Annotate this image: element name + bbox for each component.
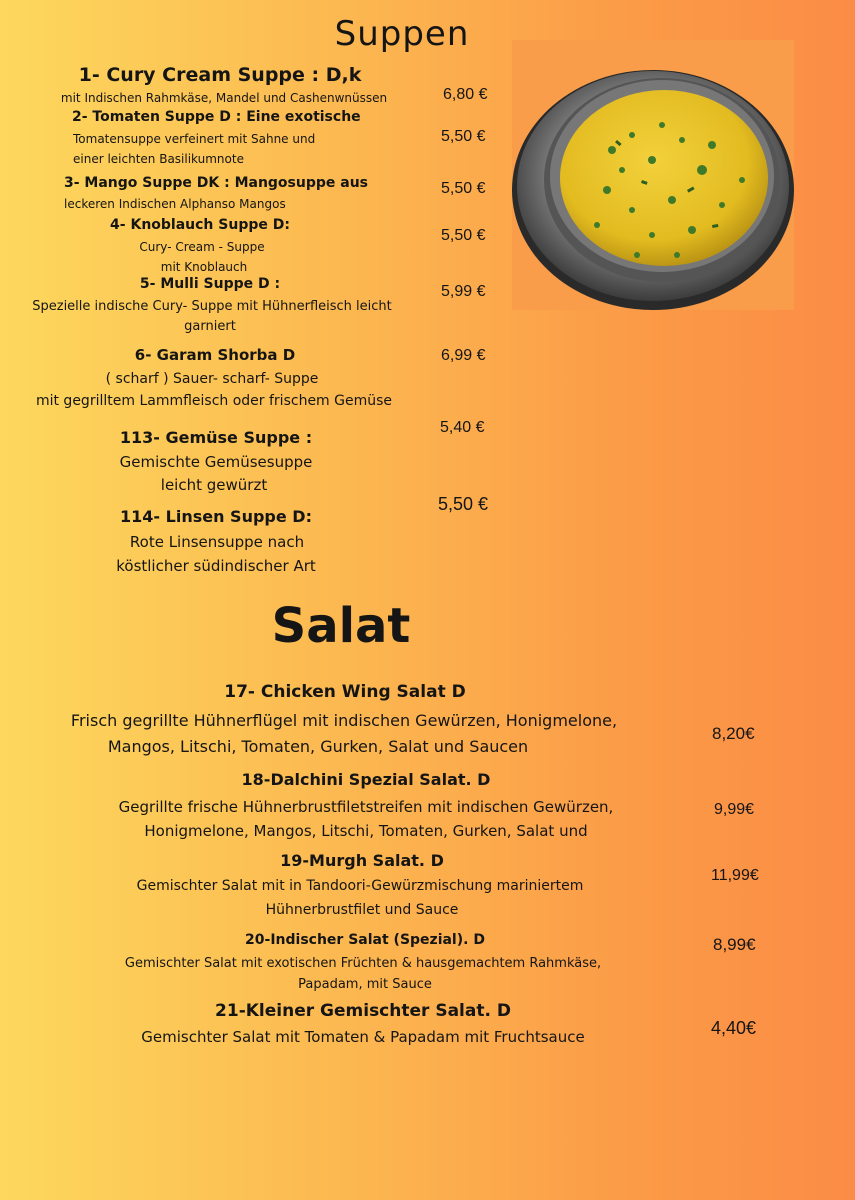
soup-item-3-price: 5,50 € [441,180,486,197]
salad-item-17-price: 8,20€ [712,724,755,743]
salad-item-20-desc-1: Gemischter Salat mit exotischen Früchten & hausgemachtem Rahmkäse, [124,956,602,971]
salad-item-20-desc-2: Papadam, mit Sauce [298,977,432,992]
soup-item-2-price: 5,50 € [441,128,486,145]
soup-item-114-desc-2: köstlicher südindischer Art [116,557,316,575]
suppen-title: Suppen [334,14,470,54]
salad-item-17-desc-2: Mangos, Litschi, Tomaten, Gurken, Salat und Saucen [107,737,529,756]
soup-item-3-name: 3- Mango Suppe DK : Mangosuppe aus [64,175,369,191]
soup-item-3-desc: leckeren Indischen Alphanso Mangos [64,197,286,211]
salad-item-21-name: 21-Kleiner Gemischter Salat. D [215,1001,511,1021]
soup-item-5-name: 5- Mulli Suppe D : [139,276,281,292]
soup-item-5-price: 5,99 € [441,283,486,300]
salad-item-18-desc-2: Honigmelone, Mangos, Litschi, Tomaten, Gurken, Salat und [144,822,588,840]
salad-item-20-price: 8,99€ [713,935,756,954]
salad-item-21-desc: Gemischter Salat mit Tomaten & Papadam mit Fruchtsauce [141,1028,585,1046]
soup-item-2-desc-1: Tomatensuppe verfeinert mit Sahne und [73,132,316,146]
salad-item-21-price: 4,40€ [711,1018,757,1038]
soup-item-113-name: 113- Gemüse Suppe : [119,428,313,447]
soup-item-6-name: 6- Garam Shorba D [134,346,296,364]
soup-item-6-desc-2: mit gegrilltem Lammfleisch oder frischem Gemüse [35,393,393,409]
salad-item-19-price: 11,99€ [711,867,759,884]
soup-item-4-desc-1: Cury- Cream - Suppe [139,240,265,254]
soup-item-1-desc: mit Indischen Rahmkäse, Mandel und Cashenwnüssen [60,91,388,105]
soup-item-114-price: 5,50 € [438,494,489,514]
salad-item-18-name: 18-Dalchini Spezial Salat. D [241,770,491,789]
soup-item-4-desc-2: mit Knoblauch [160,260,248,274]
soup-bowl-image [512,40,794,310]
salat-title: Salat [271,598,411,654]
salad-item-19-desc-1: Gemischter Salat mit in Tandoori-Gewürzmischung mariniertem [136,878,584,894]
soup-item-6-price: 6,99 € [441,347,486,364]
salad-item-18-price: 9,99€ [714,801,755,818]
salad-item-18-desc-1: Gegrillte frische Hühnerbrustfiletstreifen mit indischen Gewürzen, [118,798,614,816]
salad-item-19-name: 19-Murgh Salat. D [280,851,444,870]
soup-item-1-price: 6,80 € [443,86,488,103]
soup-item-113-price: 5,40 € [440,419,485,436]
soup-item-2-desc-2: einer leichten Basilikumnote [73,152,244,166]
salad-item-17-name: 17- Chicken Wing Salat D [224,682,466,702]
soup-item-2-name: 2- Tomaten Suppe D : Eine exotische [72,109,361,125]
soup-item-5-desc-2: garniert [184,319,236,334]
salad-item-17-desc-1: Frisch gegrillte Hühnerflügel mit indischen Gewürzen, Honigmelone, [70,711,618,730]
soup-item-113-desc-1: Gemischte Gemüsesuppe [119,453,313,471]
soup-item-4-name: 4- Knoblauch Suppe D: [110,217,290,233]
soup-item-113-desc-2: leicht gewürzt [160,476,268,494]
soup-item-1-name: 1- Cury Cream Suppe : D,k [78,64,362,86]
soup-item-4-price: 5,50 € [441,227,486,244]
soup-item-114-desc-1: Rote Linsensuppe nach [129,533,305,551]
salad-item-19-desc-2: Hühnerbrustfilet und Sauce [265,902,459,918]
soup-item-6-desc-1: ( scharf ) Sauer- scharf- Suppe [105,371,319,387]
salad-item-20-name: 20-Indischer Salat (Spezial). D [245,932,485,948]
soup-item-5-desc-1: Spezielle indische Cury- Suppe mit Hühnerfleisch leicht [32,299,392,314]
soup-item-114-name: 114- Linsen Suppe D: [120,507,312,526]
